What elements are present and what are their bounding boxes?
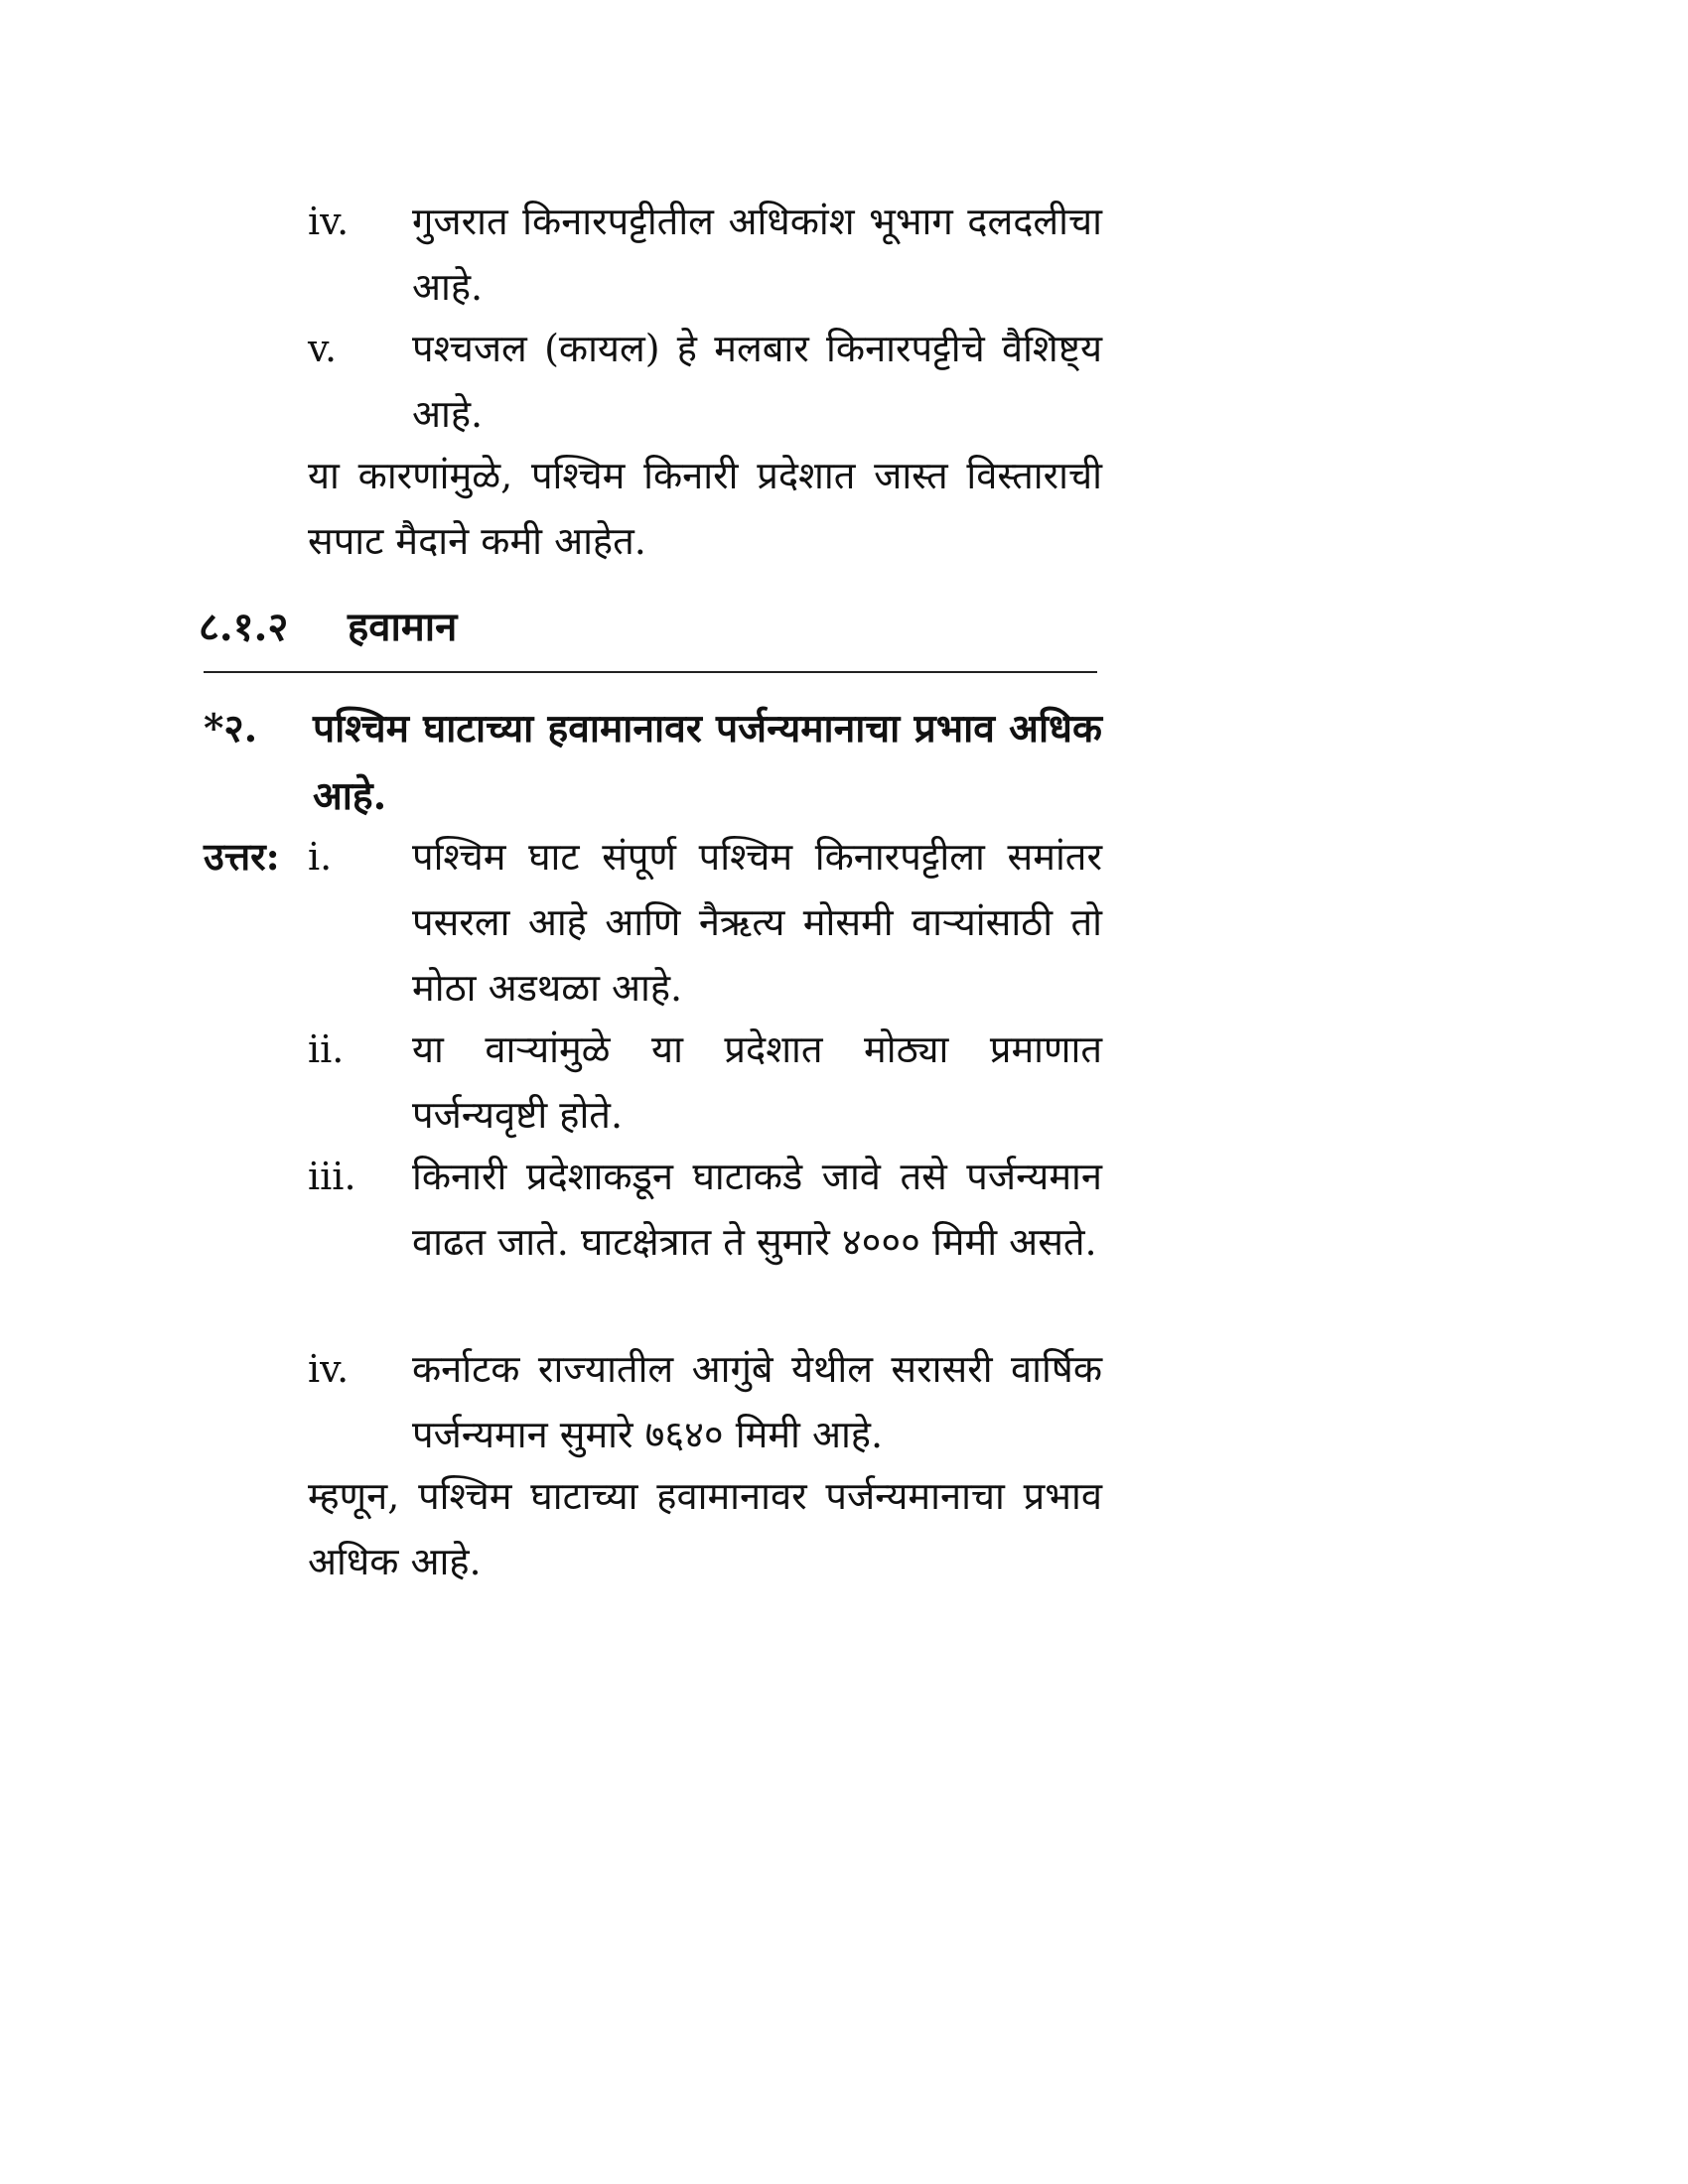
answer-conclusion: म्हणून, पश्चिम घाटाच्या हवामानावर पर्जन्यमानाचा प्रभाव अधिक आहे. [308,1474,1102,1583]
section-number: ८.१.२ [199,604,289,650]
answer-label: उत्तर: [204,834,280,879]
answer-point-iii [308,1144,1102,1275]
point-number: iv. [308,200,350,243]
point-text: किनारी प्रदेशाकडून घाटाकडे जावे तसे पर्जन्यमान वाढत जाते. घाटक्षेत्रात ते सुमारे ४००० मिमी असते. [412,1155,1102,1264]
question-number: *२. [204,706,258,751]
point-text: कर्नाटक राज्यातील आगुंबे येथील सरासरी वार्षिक पर्जन्यमान सुमारे ७६४० मिमी आहे. [412,1347,1102,1456]
point-number: iii. [308,1155,356,1198]
point-number: ii. [308,1027,345,1071]
point-text: गुजरात किनारपट्टीतील अधिकांश भूभाग दलदलीचा आहे. [412,200,1102,309]
answer-point-iv [308,1336,1102,1467]
question-text: पश्चिम घाटाच्या हवामानावर पर्जन्यमानाचा प्रभाव अधिक आहे. [313,706,1102,819]
point-text: पश्चिम घाट संपूर्ण पश्चिम किनारपट्टीला समांतर पसरला आहे आणि नैऋत्य मोसमी वाऱ्यांसाठी तो मोठा अडथळा आहे. [412,835,1102,1010]
question [204,695,1102,830]
section-title: हवामान [348,604,458,650]
prev-point-v [308,316,1102,447]
section-divider [204,671,1097,673]
point-number: v. [308,327,338,370]
section-heading [199,598,1092,657]
answer-point-i [308,824,1102,1021]
point-text: पश्चजल (कायल) हे मलबार किनारपट्टीचे वैशिष्ट्य आहे. [412,327,1102,436]
point-number: i. [308,835,333,879]
point-text: या वाऱ्यांमुळे या प्रदेशात मोठ्या प्रमाणात पर्जन्यवृष्टी होते. [412,1027,1102,1137]
point-number: iv. [308,1347,350,1391]
prev-point-iv [308,189,1102,320]
prev-conclusion: या कारणांमुळे, पश्चिम किनारी प्रदेशात जास्त विस्ताराची सपाट मैदाने कमी आहेत. [308,454,1102,563]
answer-point-ii [308,1017,1102,1148]
